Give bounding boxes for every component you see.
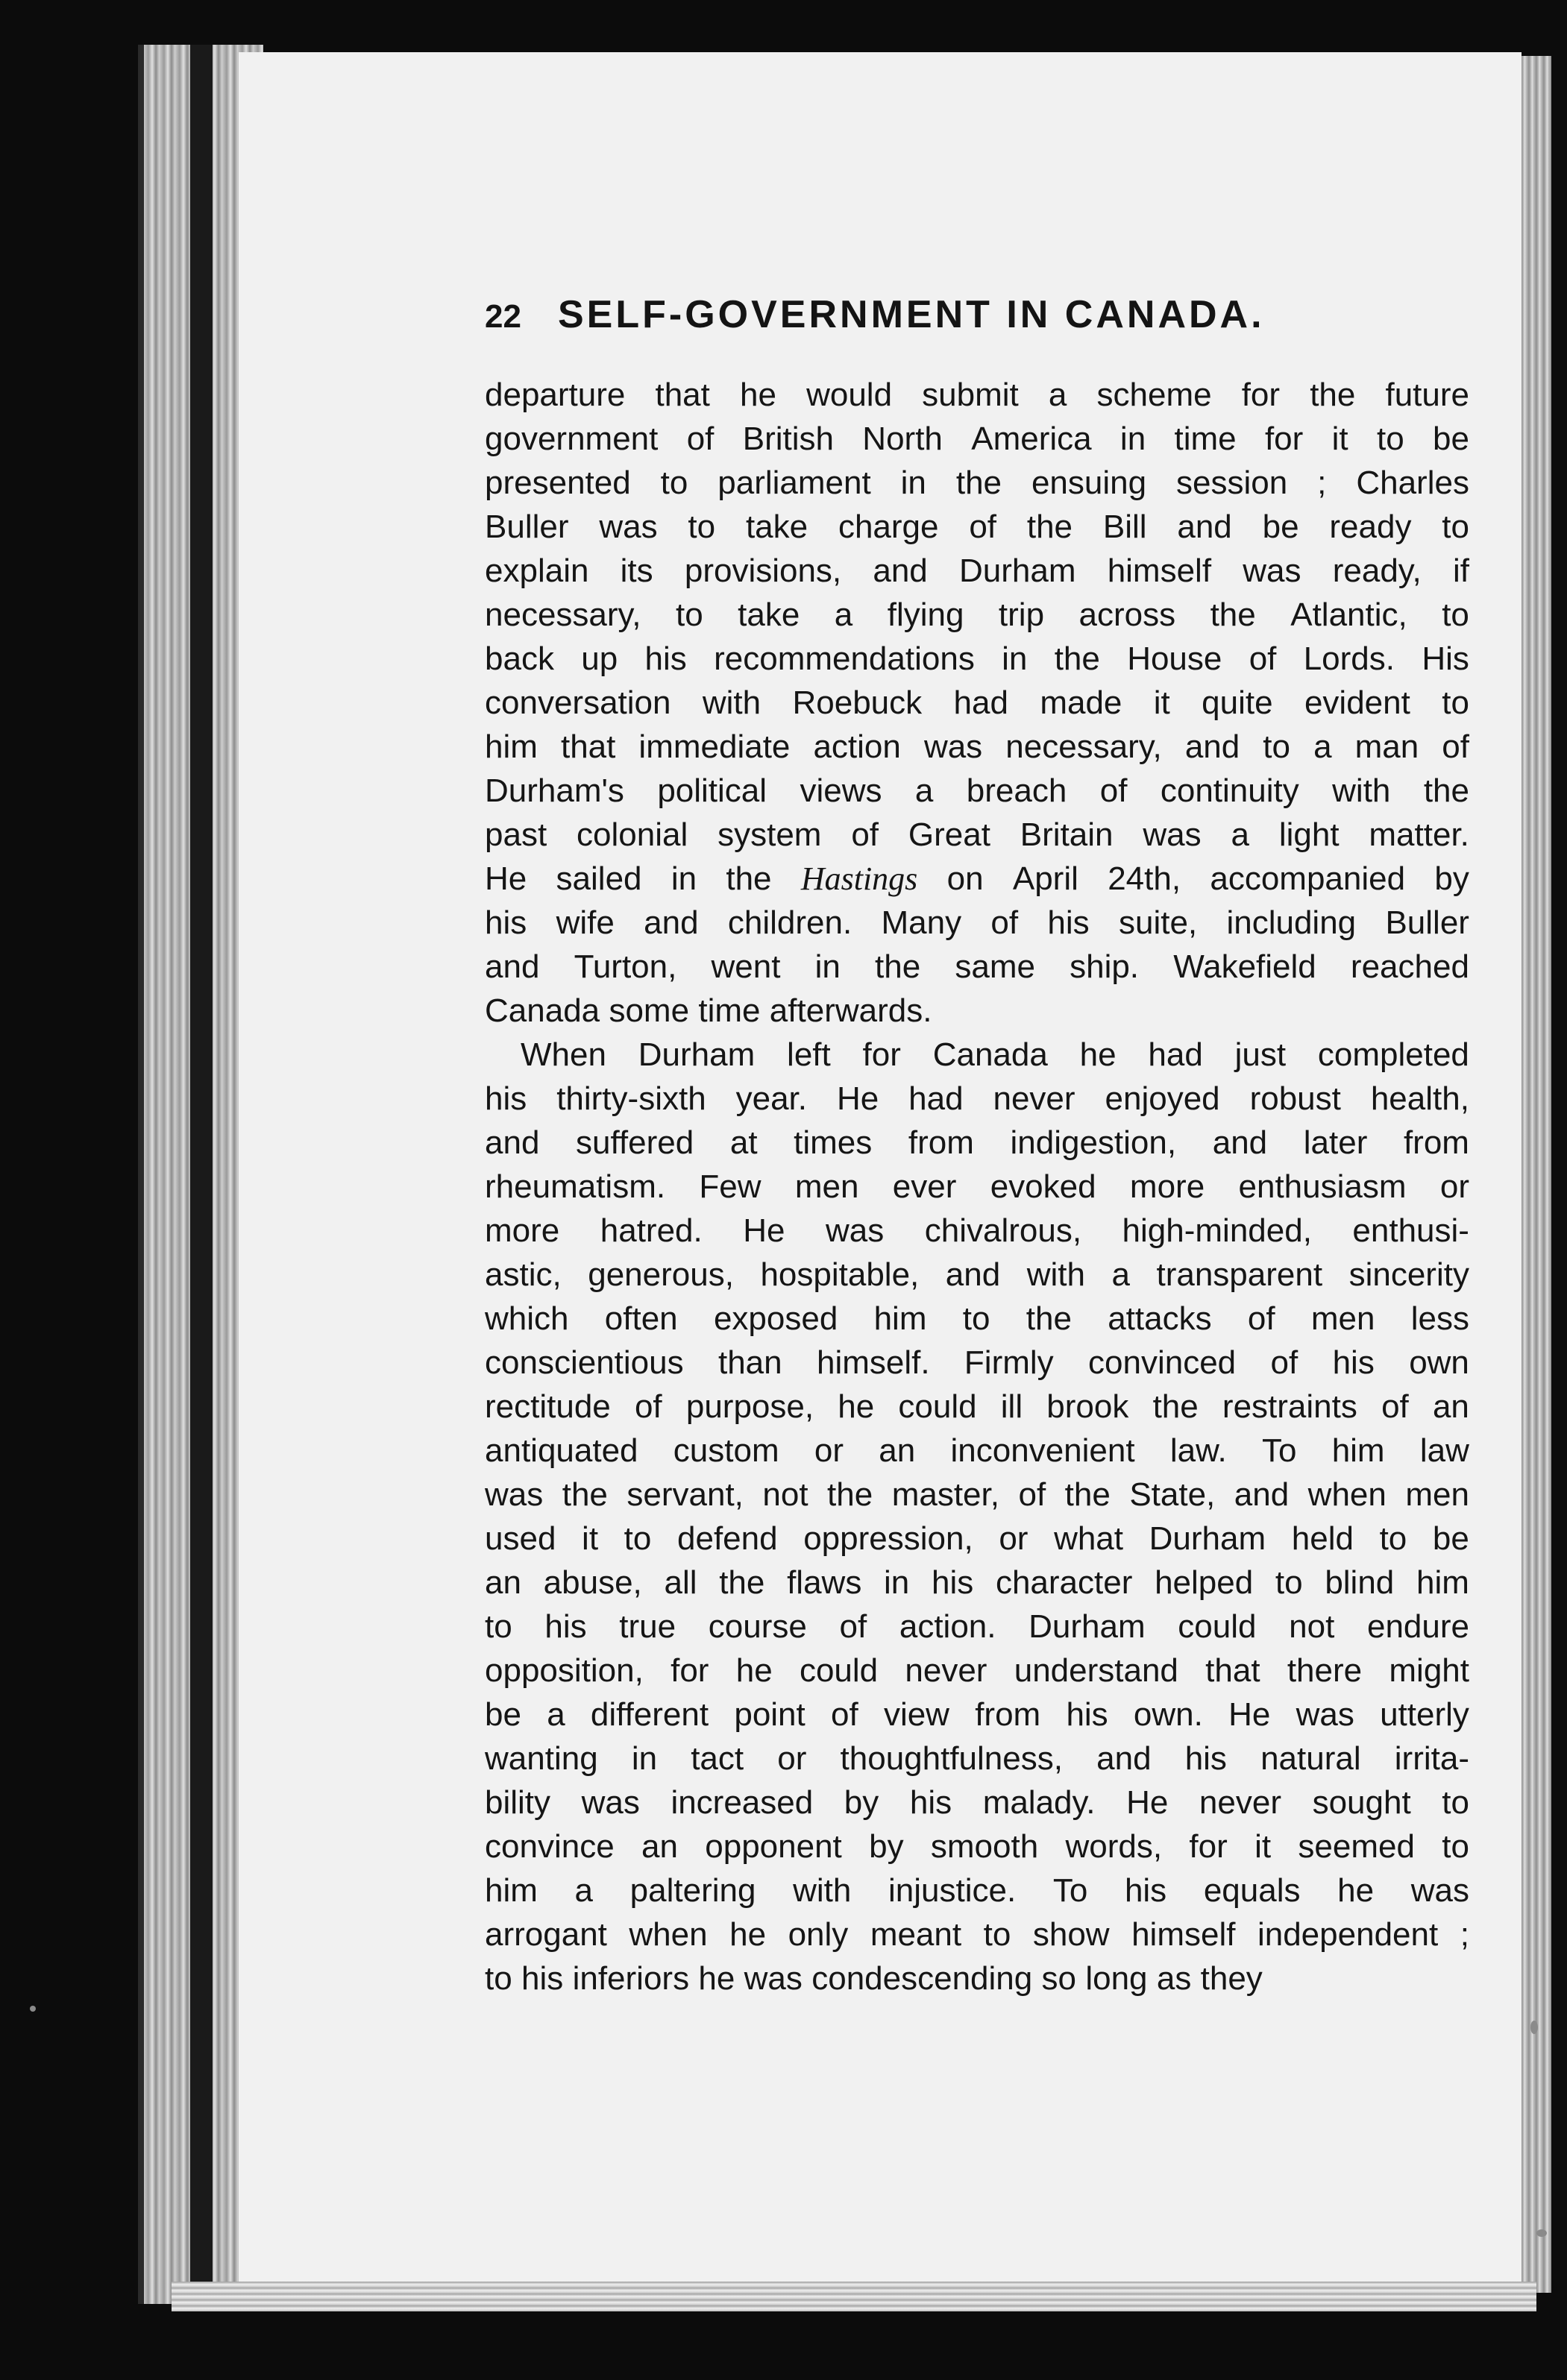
text-line: departure that he would submit a scheme for the future — [485, 377, 1469, 413]
fore-edge-pages — [1518, 56, 1551, 2293]
page-header — [485, 292, 1469, 344]
text-line: to his inferiors he was condescending so long as they — [485, 1960, 1263, 1997]
text-line: to his true course of action. Durham could not endure — [485, 1608, 1469, 1645]
text-line: presented to parliament in the ensuing session ; Charles — [485, 465, 1469, 501]
text-line: used it to defend oppression, or what Durham held to be — [485, 1520, 1469, 1557]
text-line: bility was increased by his malady. He never sought to — [485, 1784, 1469, 1821]
text-line: and suffered at times from indigestion, and later from — [485, 1124, 1469, 1161]
text-line: be a different point of view from his own. He was utterly — [485, 1696, 1469, 1733]
running-head: SELF-GOVERNMENT IN CANADA. — [558, 293, 1265, 336]
text-line: more hatred. He was chivalrous, high-minded, enthusi- — [485, 1212, 1469, 1249]
text-line: which often exposed him to the attacks of men less — [485, 1300, 1469, 1337]
scan-speck — [1536, 2229, 1547, 2237]
text-line: was the servant, not the master, of the State, and when men — [485, 1476, 1469, 1513]
text-line: antiquated custom or an inconvenient law. To him law — [485, 1432, 1469, 1469]
text-line: He sailed in the Hastings on April 24th, accompanied by — [485, 860, 1469, 897]
text-line: arrogant when he only meant to show himself independent ; — [485, 1916, 1469, 1953]
text-line: back up his recommendations in the House of Lords. His — [485, 640, 1469, 677]
text-line: his thirty-sixth year. He had never enjoyed robust health, — [485, 1080, 1469, 1117]
text-line: government of British North America in time for it to be — [485, 421, 1469, 457]
text-line: explain its provisions, and Durham himself was ready, if — [485, 552, 1469, 589]
text-line: Canada some time afterwards. — [485, 992, 932, 1029]
text-line: conscientious than himself. Firmly convinced of his own — [485, 1344, 1469, 1381]
text-line: an abuse, all the flaws in his character helped to blind him — [485, 1564, 1469, 1601]
body-text — [485, 373, 1469, 2000]
text-line: his wife and children. Many of his suite, including Buller — [485, 904, 1469, 941]
text-line: convince an opponent by smooth words, for it seemed to — [485, 1828, 1469, 1865]
scan-speck — [1530, 2021, 1538, 2034]
text-line: necessary, to take a flying trip across the Atlantic, to — [485, 596, 1469, 633]
text-line: past colonial system of Great Britain was a light matter. — [485, 816, 1469, 853]
text-line: him a paltering with injustice. To his equals he was — [485, 1872, 1469, 1909]
text-line: wanting in tact or thoughtfulness, and his natural irrita- — [485, 1740, 1469, 1777]
bottom-page-edges — [172, 2282, 1536, 2311]
text-line: rectitude of purpose, he could ill brook the restraints of an — [485, 1388, 1469, 1425]
text-line: conversation with Roebuck had made it quite evident to — [485, 684, 1469, 721]
text-line: opposition, for he could never understand that there might — [485, 1652, 1469, 1689]
spine-shadow — [190, 45, 213, 2304]
text-line: When Durham left for Canada he had just completed — [521, 1036, 1469, 1073]
page-number: 22 — [485, 298, 521, 335]
text-line: and Turton, went in the same ship. Wakefield reached — [485, 948, 1469, 985]
text-line: rheumatism. Few men ever evoked more enthusiasm or — [485, 1168, 1469, 1205]
text-line: him that immediate action was necessary, and to a man of — [485, 728, 1469, 765]
text-line: Buller was to take charge of the Bill and be ready to — [485, 509, 1469, 545]
text-line: astic, generous, hospitable, and with a transparent sincerity — [485, 1256, 1469, 1293]
text-line: Durham's political views a breach of continuity with the — [485, 772, 1469, 809]
scan-speck — [30, 2006, 36, 2012]
